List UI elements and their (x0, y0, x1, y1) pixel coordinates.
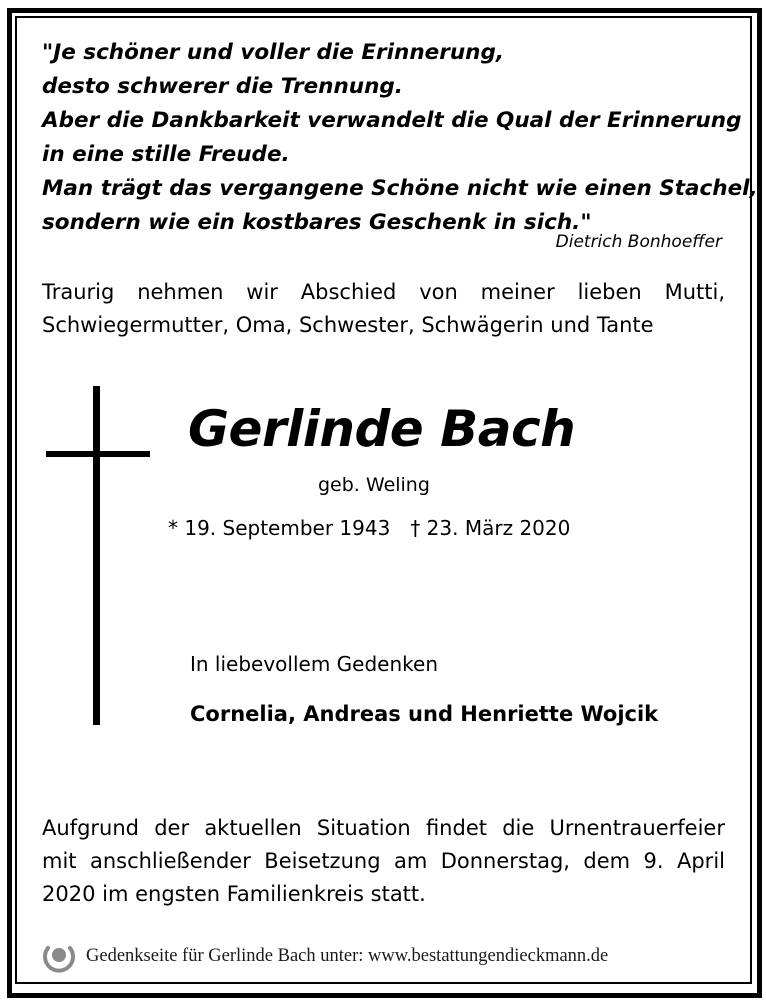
funeral-notice (42, 812, 725, 911)
intro-line: Schwiegermutter, Oma, Schwester, Schwägerin und Tante (42, 313, 654, 337)
quote-line: desto schwerer die Trennung. (42, 74, 403, 99)
quote-line: in eine stille Freude. (42, 142, 290, 167)
notice-line: Aufgrund der aktuellen Situation findet die Urnentrauerfeier (42, 816, 725, 840)
memory-line: In liebevollem Gedenken (190, 652, 439, 676)
notice-line: mit anschließender Beisetzung am Donnerstag, dem 9. April (42, 849, 725, 873)
footer (42, 940, 722, 974)
memorial-page-link[interactable]: Gedenkseite für Gerlinde Bach unter: www.bestattungendieckmann.de (86, 946, 609, 966)
deceased-name: Gerlinde Bach (188, 400, 576, 458)
intro-line: Traurig nehmen wir Abschied von meiner lieben Mutti, (42, 280, 725, 304)
cross-icon (93, 386, 100, 725)
death-date: † 23. März 2020 (410, 516, 571, 540)
cross-icon-bar (46, 451, 150, 457)
mourner-names: Cornelia, Andreas und Henriette Wojcik (190, 702, 659, 726)
intro-text (42, 276, 725, 342)
quote-line: sondern wie ein kostbares Geschenk in sich." (42, 210, 592, 235)
maiden-name: geb. Weling (318, 474, 430, 496)
birth-date: * 19. September 1943 (168, 516, 391, 540)
quote-line: Man trägt das vergangene Schöne nicht wie einen Stachel, (42, 176, 758, 201)
quote-block (42, 36, 758, 240)
quote-line: "Je schöner und voller die Erinnerung, (42, 40, 504, 65)
life-dates (168, 516, 570, 540)
quote-author: Dietrich Bonhoeffer (555, 232, 722, 252)
quote-line: Aber die Dankbarkeit verwandelt die Qual der Erinnerung (42, 108, 742, 133)
funeral-home-logo-icon (42, 940, 76, 974)
notice-line: 2020 im engsten Familienkreis statt. (42, 882, 426, 906)
